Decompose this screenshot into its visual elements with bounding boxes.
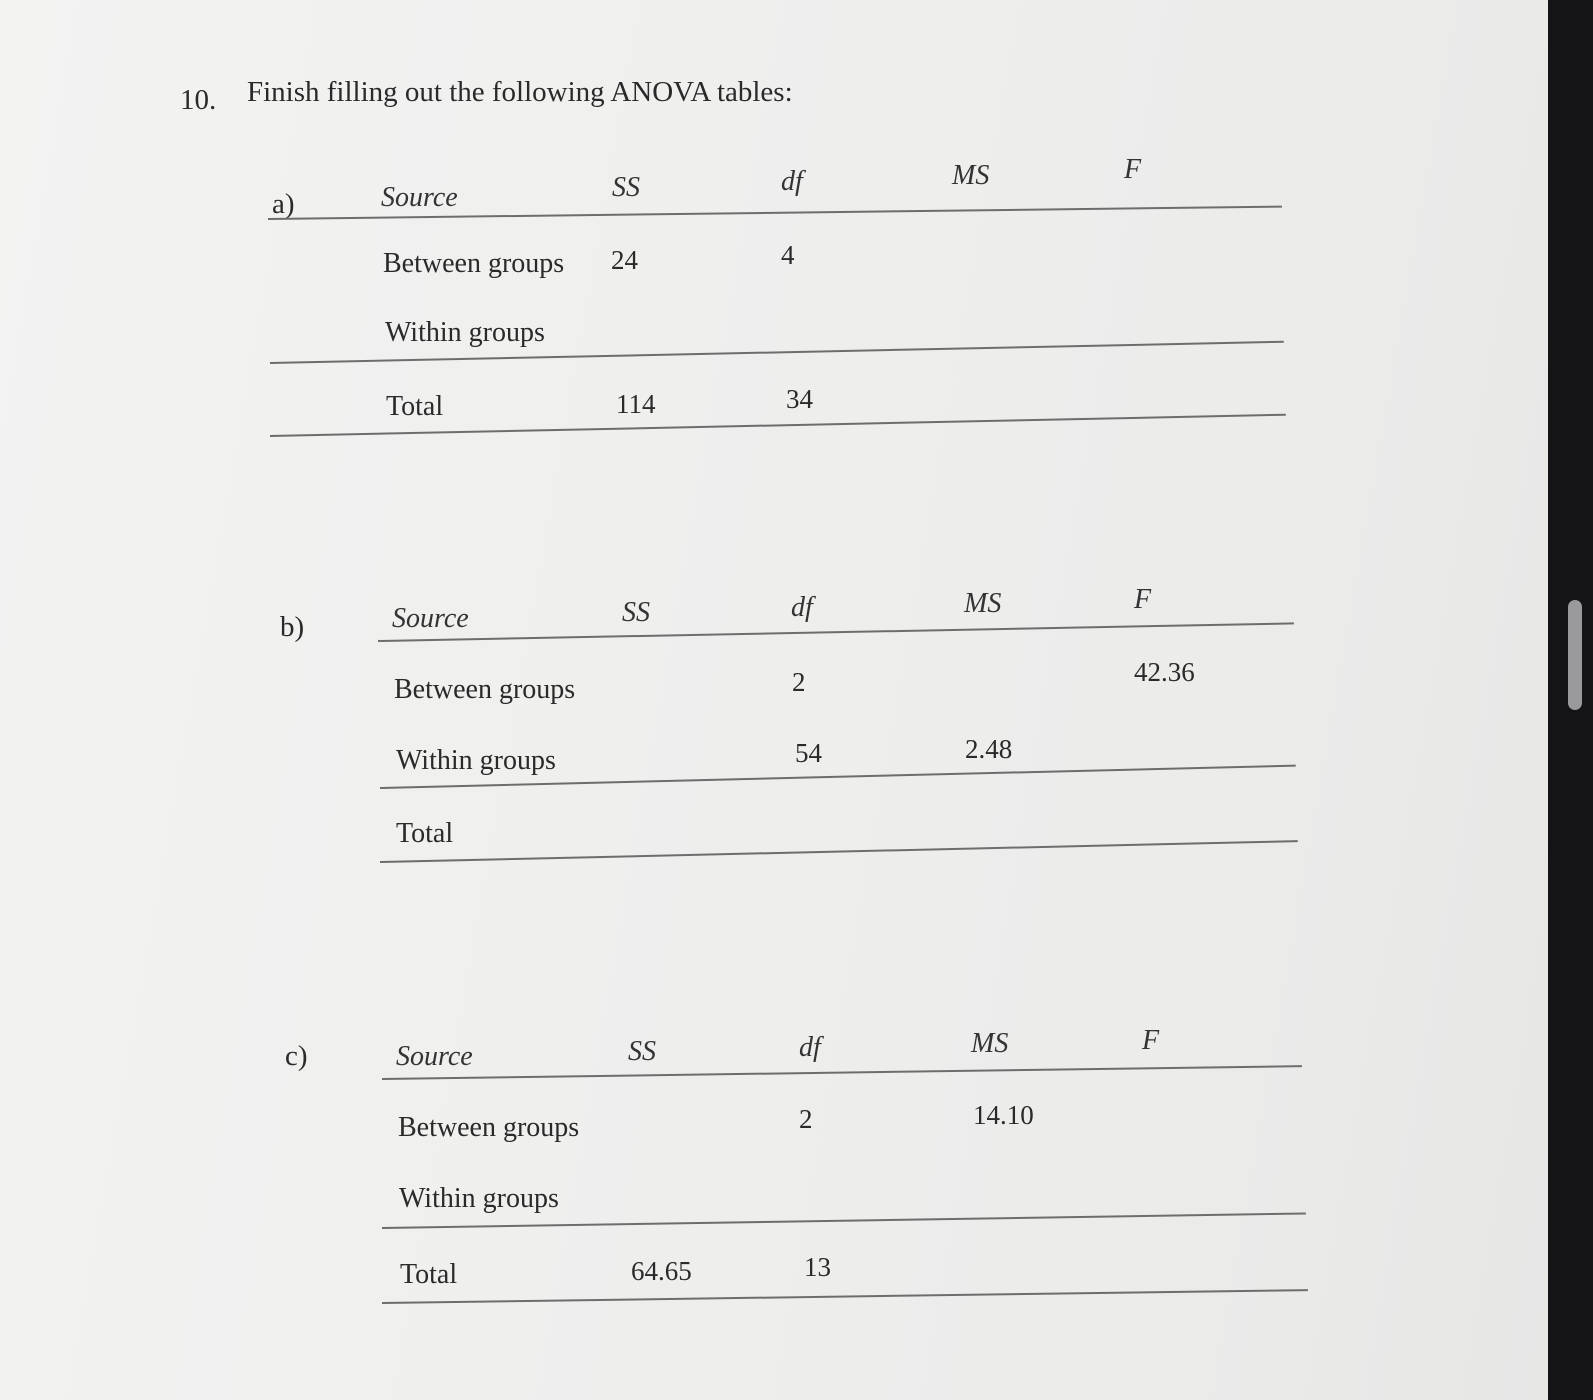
header-ms: MS (964, 588, 1002, 619)
row-between-source: Between groups (398, 1112, 580, 1143)
header-rule (382, 1065, 1302, 1080)
table-label: c) (285, 1040, 308, 1072)
row-total-ss: 114 (616, 389, 656, 419)
row-total-ss: 64.65 (631, 1256, 692, 1286)
row-total-source: Total (386, 391, 444, 422)
row-between-df: 2 (792, 667, 806, 697)
header-source: Source (396, 1041, 473, 1072)
row-between-source: Between groups (383, 248, 565, 279)
total-rule (382, 1289, 1308, 1304)
header-f: F (1134, 584, 1152, 615)
row-between-source: Between groups (394, 674, 576, 705)
table-label: b) (280, 611, 305, 643)
header-rule (378, 622, 1294, 642)
question-prompt: Finish filling out the following ANOVA tables: (247, 76, 793, 108)
header-df: df (791, 592, 813, 623)
header-df: df (799, 1032, 821, 1063)
header-ms: MS (952, 160, 990, 191)
row-total-df: 13 (804, 1252, 831, 1282)
row-between-df: 2 (799, 1104, 813, 1134)
row-within-source: Within groups (385, 317, 545, 348)
header-ss: SS (612, 172, 640, 203)
table-label: a) (272, 188, 295, 220)
row-within-ms: 2.48 (965, 734, 1013, 764)
row-between-df: 4 (781, 240, 795, 270)
header-df: df (781, 166, 803, 197)
row-within-source: Within groups (396, 745, 556, 776)
header-source: Source (392, 603, 469, 634)
header-ss: SS (628, 1036, 656, 1067)
scrollbar-thumb[interactable] (1568, 600, 1582, 710)
header-ss: SS (622, 597, 650, 628)
total-rule (380, 840, 1298, 863)
row-between-ss: 24 (611, 245, 638, 275)
header-source: Source (381, 182, 458, 213)
question-number: 10. (180, 84, 217, 116)
row-within-source: Within groups (399, 1183, 559, 1214)
header-f: F (1142, 1025, 1160, 1056)
row-total-source: Total (396, 818, 454, 849)
header-f: F (1124, 154, 1142, 185)
row-within-df: 54 (795, 738, 822, 768)
row-total-source: Total (400, 1259, 458, 1290)
row-between-f: 42.36 (1134, 657, 1195, 687)
row-between-ms: 14.10 (973, 1100, 1034, 1130)
row-total-df: 34 (786, 384, 813, 414)
header-ms: MS (971, 1028, 1009, 1059)
